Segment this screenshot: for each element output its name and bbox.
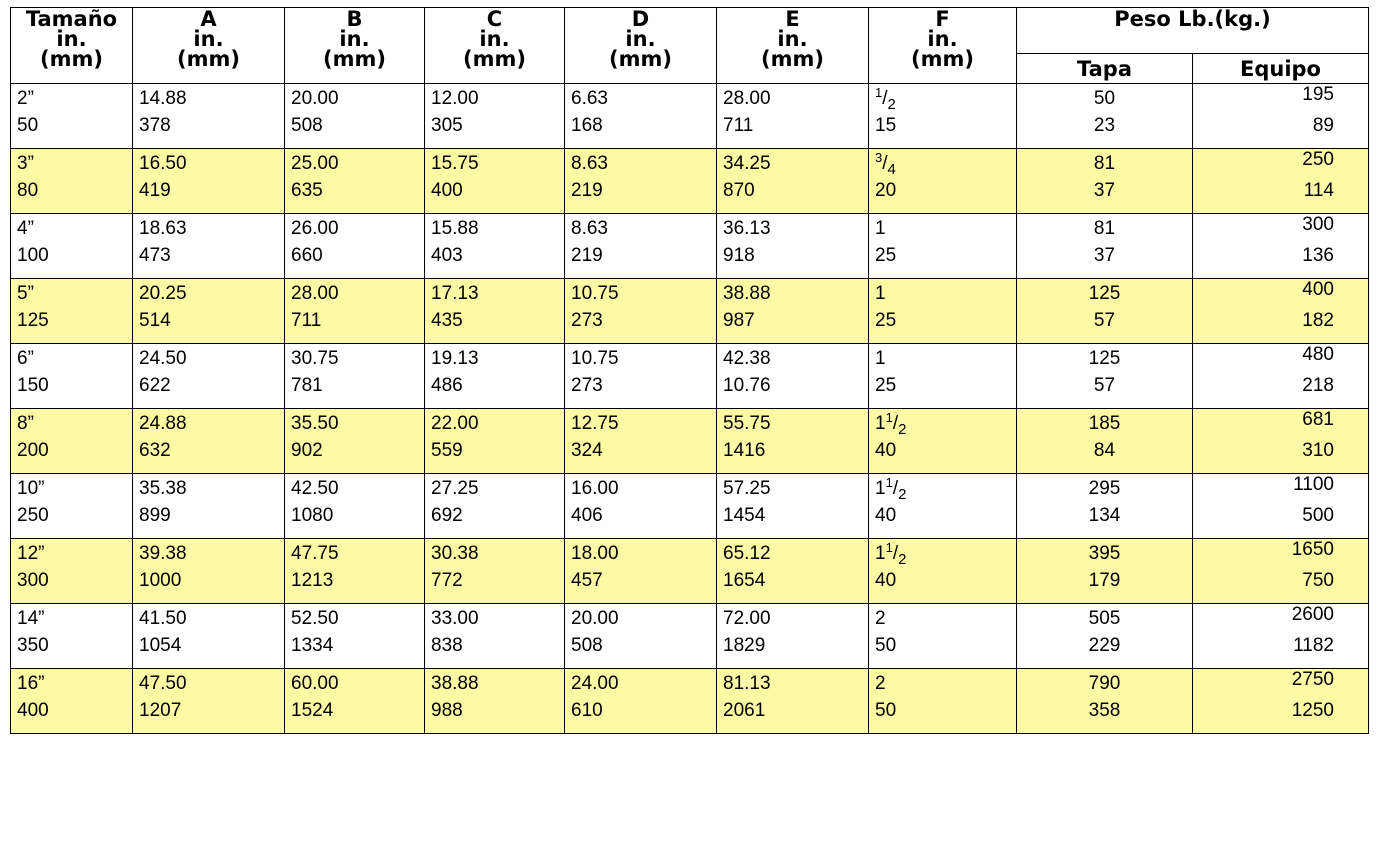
cell-d: 8.63 219 bbox=[565, 214, 717, 279]
cell-size: 6” 150 bbox=[11, 344, 133, 409]
cell-e: 81.13 2061 bbox=[717, 669, 869, 734]
table-row bbox=[11, 604, 1369, 669]
cell-b: 35.50 902 bbox=[285, 409, 425, 474]
cell-f: $1^1/_2$ 40 bbox=[869, 409, 1017, 474]
table-row bbox=[11, 539, 1369, 604]
f-inch-value: $1^1/_2$ bbox=[875, 540, 907, 568]
cell-tapa: 395 179 bbox=[1017, 539, 1193, 604]
cell-size: 3” 80 bbox=[11, 149, 133, 214]
f-inch-value: 1 bbox=[875, 283, 886, 304]
header-e: E in. (mm) bbox=[717, 8, 869, 84]
table-row bbox=[11, 474, 1369, 539]
cell-f: 2 50 bbox=[869, 669, 1017, 734]
cell-c: 30.38 772 bbox=[425, 539, 565, 604]
cell-equipo: 2600 1182 bbox=[1193, 604, 1369, 669]
cell-c: 19.13 486 bbox=[425, 344, 565, 409]
header-c: C in. (mm) bbox=[425, 8, 565, 84]
header-tapa: Tapa bbox=[1017, 54, 1193, 84]
cell-a: 39.38 1000 bbox=[133, 539, 285, 604]
table-row bbox=[11, 669, 1369, 734]
cell-e: 28.00 711 bbox=[717, 84, 869, 149]
cell-b: 30.75 781 bbox=[285, 344, 425, 409]
cell-equipo: 1650 750 bbox=[1193, 539, 1369, 604]
cell-a: 35.38 899 bbox=[133, 474, 285, 539]
cell-e: 42.38 10.76 bbox=[717, 344, 869, 409]
cell-d: 20.00 508 bbox=[565, 604, 717, 669]
cell-d: 10.75 273 bbox=[565, 279, 717, 344]
cell-size: 8” 200 bbox=[11, 409, 133, 474]
cell-c: 15.75 400 bbox=[425, 149, 565, 214]
cell-tapa: 125 57 bbox=[1017, 279, 1193, 344]
fraction-slash: / bbox=[892, 413, 899, 434]
f-inch-value: $1^1/_2$ bbox=[875, 475, 907, 503]
cell-b: 47.75 1213 bbox=[285, 539, 425, 604]
cell-equipo: 300 136 bbox=[1193, 214, 1369, 279]
cell-tapa: 125 57 bbox=[1017, 344, 1193, 409]
cell-size: 4” 100 bbox=[11, 214, 133, 279]
cell-c: 12.00 305 bbox=[425, 84, 565, 149]
cell-d: 8.63 219 bbox=[565, 149, 717, 214]
cell-b: 52.50 1334 bbox=[285, 604, 425, 669]
cell-size: 5” 125 bbox=[11, 279, 133, 344]
cell-b: 26.00 660 bbox=[285, 214, 425, 279]
cell-c: 22.00 559 bbox=[425, 409, 565, 474]
cell-c: 27.25 692 bbox=[425, 474, 565, 539]
cell-c: 15.88 403 bbox=[425, 214, 565, 279]
cell-b: 25.00 635 bbox=[285, 149, 425, 214]
cell-tapa: 505 229 bbox=[1017, 604, 1193, 669]
fraction-slash: / bbox=[892, 478, 899, 499]
table-body bbox=[11, 84, 1369, 734]
cell-equipo: 250 114 bbox=[1193, 149, 1369, 214]
cell-e: 72.00 1829 bbox=[717, 604, 869, 669]
cell-d: 18.00 457 bbox=[565, 539, 717, 604]
cell-equipo: 681 310 bbox=[1193, 409, 1369, 474]
cell-tapa: 790 358 bbox=[1017, 669, 1193, 734]
cell-tapa: 50 23 bbox=[1017, 84, 1193, 149]
header-f: F in. (mm) bbox=[869, 8, 1017, 84]
dimensions-table bbox=[10, 7, 1369, 734]
header-b: B in. (mm) bbox=[285, 8, 425, 84]
f-inch-value: 2 bbox=[875, 673, 886, 694]
cell-e: 57.25 1454 bbox=[717, 474, 869, 539]
cell-b: 42.50 1080 bbox=[285, 474, 425, 539]
f-inch-value: 1 bbox=[875, 218, 886, 239]
cell-size: 14” 350 bbox=[11, 604, 133, 669]
cell-tapa: 81 37 bbox=[1017, 149, 1193, 214]
cell-c: 38.88 988 bbox=[425, 669, 565, 734]
cell-size: 10” 250 bbox=[11, 474, 133, 539]
cell-equipo: 480 218 bbox=[1193, 344, 1369, 409]
cell-e: 36.13 918 bbox=[717, 214, 869, 279]
f-inch-value: $1^1/_2$ bbox=[875, 410, 907, 438]
cell-a: 47.50 1207 bbox=[133, 669, 285, 734]
header-a: A in. (mm) bbox=[133, 8, 285, 84]
table-row bbox=[11, 344, 1369, 409]
table-row bbox=[11, 409, 1369, 474]
cell-d: 6.63 168 bbox=[565, 84, 717, 149]
fraction-slash: / bbox=[892, 543, 899, 564]
cell-size: 2” 50 bbox=[11, 84, 133, 149]
cell-tapa: 295 134 bbox=[1017, 474, 1193, 539]
cell-a: 24.50 622 bbox=[133, 344, 285, 409]
cell-d: 10.75 273 bbox=[565, 344, 717, 409]
cell-e: 55.75 1416 bbox=[717, 409, 869, 474]
cell-equipo: 1100 500 bbox=[1193, 474, 1369, 539]
table-row bbox=[11, 279, 1369, 344]
cell-f: 1 25 bbox=[869, 344, 1017, 409]
table-header bbox=[11, 8, 1369, 84]
cell-a: 20.25 514 bbox=[133, 279, 285, 344]
cell-size: 16” 400 bbox=[11, 669, 133, 734]
table-row bbox=[11, 84, 1369, 149]
header-d: D in. (mm) bbox=[565, 8, 717, 84]
cell-f: 2 50 bbox=[869, 604, 1017, 669]
table-row bbox=[11, 214, 1369, 279]
fraction-slash: / bbox=[882, 88, 888, 109]
cell-d: 12.75 324 bbox=[565, 409, 717, 474]
cell-f: $^1/_2$ 15 bbox=[869, 84, 1017, 149]
cell-f: 1 25 bbox=[869, 279, 1017, 344]
cell-e: 65.12 1654 bbox=[717, 539, 869, 604]
cell-b: 60.00 1524 bbox=[285, 669, 425, 734]
fraction-slash: / bbox=[882, 153, 888, 174]
cell-f: 1 25 bbox=[869, 214, 1017, 279]
dimensions-table-container bbox=[10, 7, 1369, 734]
cell-a: 18.63 473 bbox=[133, 214, 285, 279]
cell-equipo: 400 182 bbox=[1193, 279, 1369, 344]
f-inch-value: $^1/_2$ bbox=[875, 85, 896, 113]
table-row bbox=[11, 149, 1369, 214]
cell-f: $1^1/_2$ 40 bbox=[869, 474, 1017, 539]
cell-f: $^3/_4$ 20 bbox=[869, 149, 1017, 214]
cell-d: 16.00 406 bbox=[565, 474, 717, 539]
cell-c: 33.00 838 bbox=[425, 604, 565, 669]
cell-a: 14.88 378 bbox=[133, 84, 285, 149]
cell-size: 12” 300 bbox=[11, 539, 133, 604]
header-size: Tamaño in. (mm) bbox=[11, 8, 133, 84]
cell-c: 17.13 435 bbox=[425, 279, 565, 344]
cell-a: 24.88 632 bbox=[133, 409, 285, 474]
header-equipo: Equipo bbox=[1193, 54, 1369, 84]
f-inch-value: 2 bbox=[875, 608, 886, 629]
cell-equipo: 195 89 bbox=[1193, 84, 1369, 149]
cell-equipo: 2750 1250 bbox=[1193, 669, 1369, 734]
cell-b: 20.00 508 bbox=[285, 84, 425, 149]
header-peso: Peso Lb.(kg.) bbox=[1017, 8, 1369, 54]
cell-e: 34.25 870 bbox=[717, 149, 869, 214]
cell-tapa: 185 84 bbox=[1017, 409, 1193, 474]
cell-f: $1^1/_2$ 40 bbox=[869, 539, 1017, 604]
f-inch-value: $^3/_4$ bbox=[875, 150, 896, 178]
cell-a: 16.50 419 bbox=[133, 149, 285, 214]
cell-d: 24.00 610 bbox=[565, 669, 717, 734]
f-inch-value: 1 bbox=[875, 348, 886, 369]
cell-a: 41.50 1054 bbox=[133, 604, 285, 669]
cell-tapa: 81 37 bbox=[1017, 214, 1193, 279]
cell-b: 28.00 711 bbox=[285, 279, 425, 344]
cell-e: 38.88 987 bbox=[717, 279, 869, 344]
